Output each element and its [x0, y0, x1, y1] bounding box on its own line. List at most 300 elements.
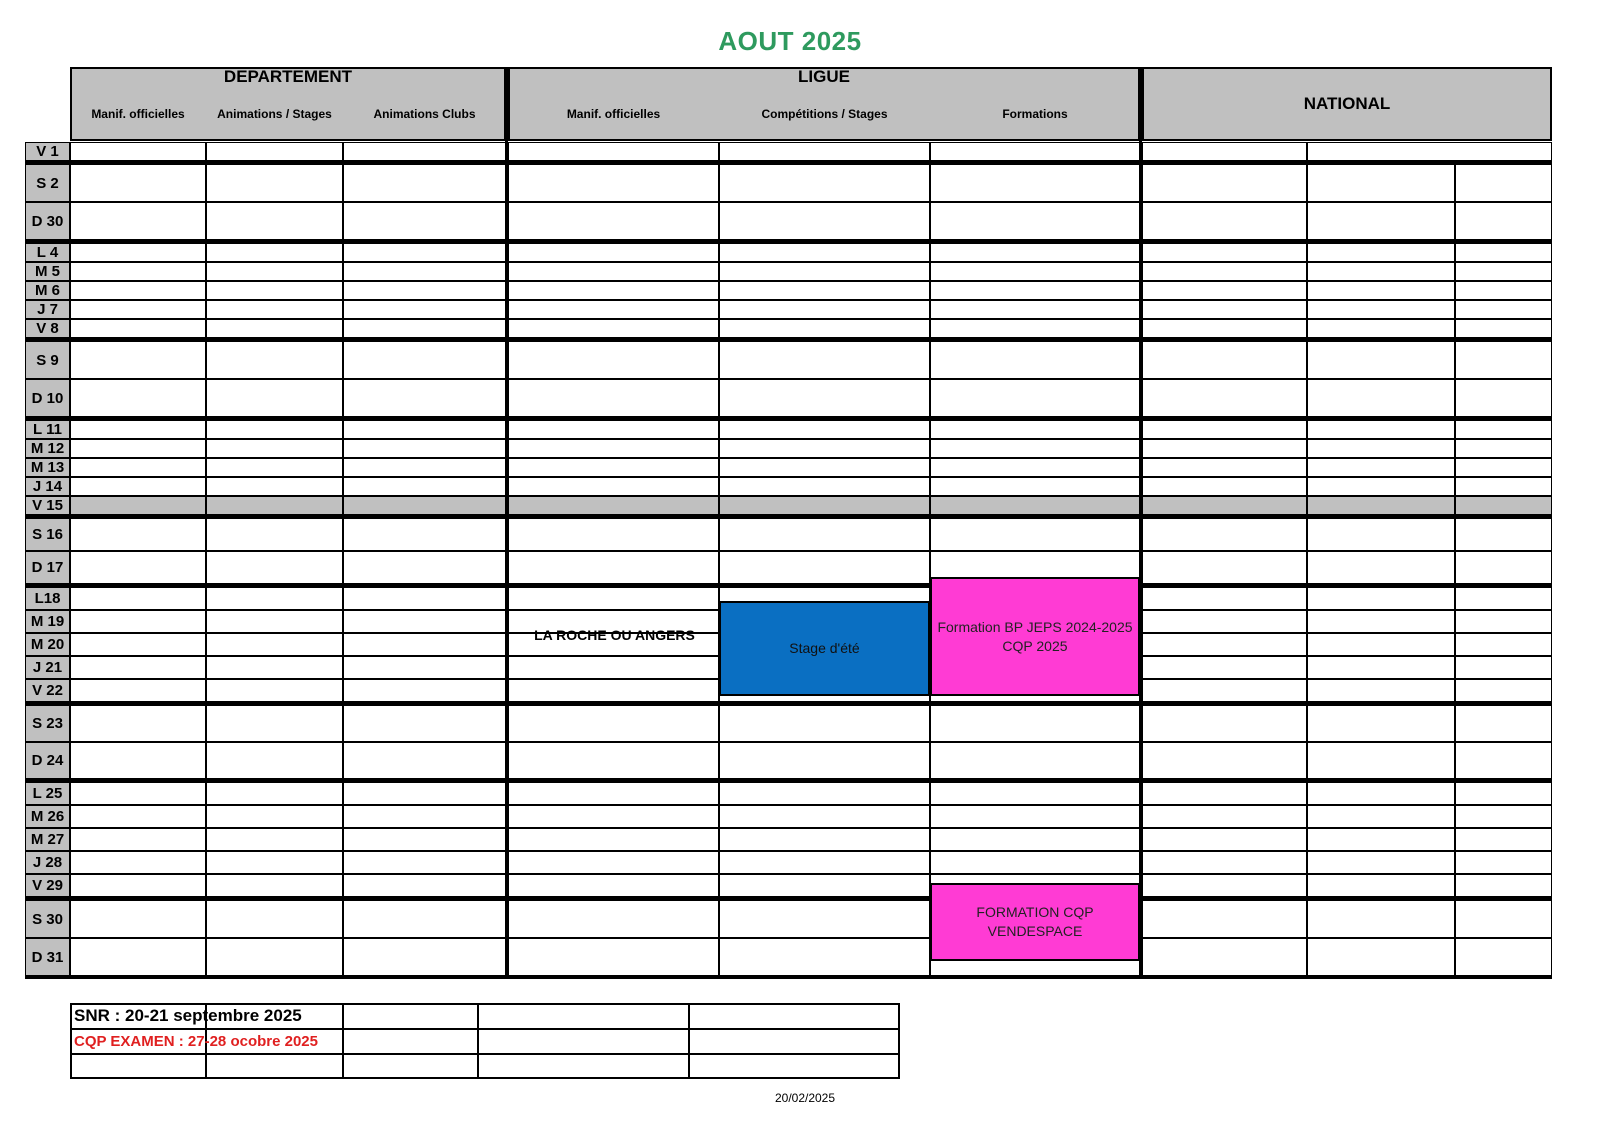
- grid-cell: [1455, 281, 1552, 300]
- grid-cell: [508, 281, 719, 300]
- grid-cell: [719, 874, 930, 897]
- grid-cell: [930, 496, 1140, 515]
- grid-cell: [206, 610, 343, 633]
- grid-cell: [930, 805, 1140, 828]
- grid-cell: [1307, 439, 1455, 458]
- grid-cell: [508, 851, 719, 874]
- grid-cell: [1307, 610, 1455, 633]
- grid-cell: [70, 656, 206, 679]
- grid-cell: [70, 518, 206, 551]
- grid-cell: [1307, 805, 1455, 828]
- grid-cell: [70, 587, 206, 610]
- grid-cell: [719, 142, 930, 161]
- grid-cell: [70, 262, 206, 281]
- grid-cell: [70, 496, 206, 515]
- grid-cell: [1455, 300, 1552, 319]
- grid-cell: [719, 341, 930, 379]
- day-label: V 15: [25, 496, 70, 515]
- grid-cell: [343, 379, 506, 417]
- grid-cell: [343, 300, 506, 319]
- grid-cell: [1455, 518, 1552, 551]
- grid-cell: [70, 742, 206, 779]
- grid-cell: [343, 828, 506, 851]
- grid-cell: [719, 458, 930, 477]
- grid-cell: [508, 874, 719, 897]
- grid-cell: [343, 900, 506, 938]
- grid-cell: [930, 458, 1140, 477]
- section-national: NATIONAL: [1303, 94, 1391, 113]
- grid-cell: [719, 439, 930, 458]
- day-label: L 4: [25, 243, 70, 262]
- grid-cell: [930, 341, 1140, 379]
- day-label: M 26: [25, 805, 70, 828]
- grid-cell: [1455, 633, 1552, 656]
- grid-cell: [343, 281, 506, 300]
- grid-cell: [343, 164, 506, 202]
- grid-cell: [1455, 439, 1552, 458]
- grid-cell: [1307, 587, 1455, 610]
- grid-cell: [930, 782, 1140, 805]
- grid-cell: [930, 705, 1140, 742]
- grid-cell: [508, 828, 719, 851]
- grid-cell: [206, 805, 343, 828]
- grid-cell: [70, 319, 206, 338]
- grid-cell: [1455, 202, 1552, 240]
- grid-cell: [206, 439, 343, 458]
- section-departement: DEPARTEMENT: [223, 67, 353, 86]
- grid-cell: [719, 477, 930, 496]
- grid-cell: [1455, 319, 1552, 338]
- grid-cell: [1307, 705, 1455, 742]
- grid-cell: [508, 496, 719, 515]
- grid-cell: [70, 281, 206, 300]
- formation-bp-line1: Formation BP JEPS 2024-2025: [937, 618, 1133, 635]
- grid-cell: [1455, 458, 1552, 477]
- grid-cell: [343, 587, 506, 610]
- grid-cell: [206, 420, 343, 439]
- grid-cell: [1455, 851, 1552, 874]
- grid-cell: [1307, 938, 1455, 976]
- day-label: D 24: [25, 742, 70, 779]
- grid-cell: [508, 341, 719, 379]
- day-label: M 19: [25, 610, 70, 633]
- grid-cell: [719, 851, 930, 874]
- footer-date: 20/02/2025: [774, 1091, 836, 1105]
- grid-cell: [930, 851, 1140, 874]
- grid-cell: [343, 341, 506, 379]
- grid-cell: [70, 420, 206, 439]
- grid-cell: [206, 851, 343, 874]
- grid-cell: [1307, 656, 1455, 679]
- grid-cell: [1142, 874, 1307, 897]
- grid-cell: [343, 610, 506, 633]
- day-label: M 13: [25, 458, 70, 477]
- grid-cell: [508, 477, 719, 496]
- grid-cell: [1455, 656, 1552, 679]
- grid-cell: [508, 518, 719, 551]
- grid-cell: [719, 705, 930, 742]
- grid-cell: [719, 300, 930, 319]
- grid-cell: [1142, 805, 1307, 828]
- formation-cqp-line1: FORMATION CQP: [976, 904, 1094, 920]
- grid-cell: [206, 341, 343, 379]
- grid-cell: [1142, 518, 1307, 551]
- grid-cell: [343, 458, 506, 477]
- grid-cell: [1307, 300, 1455, 319]
- grid-cell: [930, 420, 1140, 439]
- grid-cell: [70, 610, 206, 633]
- grid-cell: [1142, 900, 1307, 938]
- day-label: V 22: [25, 679, 70, 702]
- grid-cell: [719, 202, 930, 240]
- grid-cell: [719, 518, 930, 551]
- grid-cell: [1142, 262, 1307, 281]
- grid-cell: [206, 742, 343, 779]
- grid-cell: [508, 679, 719, 702]
- grid-cell: [343, 496, 506, 515]
- grid-cell: [343, 805, 506, 828]
- grid-cell: [1142, 633, 1307, 656]
- grid-cell: [1142, 938, 1307, 976]
- grid-cell: [1455, 477, 1552, 496]
- grid-cell: [1455, 874, 1552, 897]
- grid-cell: [343, 518, 506, 551]
- grid-cell: [206, 379, 343, 417]
- day-label: D 31: [25, 938, 70, 976]
- grid-cell: [1142, 742, 1307, 779]
- grid-cell: [719, 782, 930, 805]
- grid-cell: [1142, 851, 1307, 874]
- grid-cell: [719, 420, 930, 439]
- grid-cell: [343, 656, 506, 679]
- grid-cell: [1307, 420, 1455, 439]
- event-manif-ligue: LA ROCHE OU ANGERS: [534, 627, 695, 643]
- grid-cell: [70, 851, 206, 874]
- grid-cell: [206, 828, 343, 851]
- grid-cell: [70, 551, 206, 584]
- grid-cell: [508, 262, 719, 281]
- grid-cell: [930, 142, 1140, 161]
- grid-cell: [1307, 633, 1455, 656]
- grid-cell: [343, 633, 506, 656]
- grid-cell: [70, 243, 206, 262]
- grid-cell: [206, 202, 343, 240]
- grid-cell: [1307, 851, 1455, 874]
- grid-cell: [206, 458, 343, 477]
- grid-cell: [1142, 164, 1307, 202]
- grid-cell: [1307, 281, 1455, 300]
- grid-cell: [508, 420, 719, 439]
- grid-cell: [70, 874, 206, 897]
- grid-cell: [206, 874, 343, 897]
- grid-cell: [930, 828, 1140, 851]
- day-label: M 6: [25, 281, 70, 300]
- day-label: L18: [25, 587, 70, 610]
- event-stage-ete: Stage d'été: [719, 601, 930, 696]
- grid-cell: [1142, 341, 1307, 379]
- grid-cell: [508, 587, 719, 610]
- note-cqp-exam: CQP EXAMEN : 27-28 ocobre 2025: [74, 1033, 318, 1050]
- note-snr: SNR : 20-21 septembre 2025: [74, 1006, 302, 1025]
- grid-cell: [1455, 420, 1552, 439]
- grid-cell: [930, 439, 1140, 458]
- grid-cell: [1307, 243, 1455, 262]
- grid-cell: [719, 319, 930, 338]
- grid-cell: [1307, 782, 1455, 805]
- grid-cell: [508, 938, 719, 976]
- grid-cell: [930, 379, 1140, 417]
- grid-cell: [70, 202, 206, 240]
- grid-cell: [70, 938, 206, 976]
- grid-cell: [1142, 439, 1307, 458]
- grid-cell: [206, 782, 343, 805]
- day-label: L 11: [25, 420, 70, 439]
- grid-cell: [70, 805, 206, 828]
- grid-cell: [206, 319, 343, 338]
- grid-cell: [1455, 587, 1552, 610]
- grid-cell: [1307, 262, 1455, 281]
- grid-cell: [343, 851, 506, 874]
- grid-cell: [508, 439, 719, 458]
- grid-cell: [343, 142, 506, 161]
- grid-cell: [508, 319, 719, 338]
- grid-cell: [1142, 281, 1307, 300]
- grid-cell: [719, 742, 930, 779]
- day-label: D 10: [25, 379, 70, 417]
- grid-cell: [206, 477, 343, 496]
- grid-cell: [719, 243, 930, 262]
- grid-cell: [1455, 496, 1552, 515]
- grid-cell: [719, 551, 930, 584]
- grid-cell: [1455, 551, 1552, 584]
- grid-cell: [1307, 379, 1455, 417]
- grid-cell: [719, 828, 930, 851]
- grid-cell: [508, 900, 719, 938]
- grid-cell: [206, 243, 343, 262]
- grid-cell: [1455, 900, 1552, 938]
- grid-cell: [1455, 782, 1552, 805]
- grid-cell: [1455, 828, 1552, 851]
- grid-cell: [343, 477, 506, 496]
- grid-cell: [206, 281, 343, 300]
- day-label: D 30: [25, 202, 70, 240]
- grid-cell: [1455, 341, 1552, 379]
- grid-cell: [343, 202, 506, 240]
- grid-cell: [930, 300, 1140, 319]
- grid-cell: [930, 202, 1140, 240]
- grid-cell: [206, 900, 343, 938]
- grid-cell: [1455, 705, 1552, 742]
- subheader-ligue-comp: Compétitions / Stages: [761, 107, 888, 121]
- grid-cell: [719, 281, 930, 300]
- day-label: S 9: [25, 341, 70, 379]
- day-label: S 30: [25, 900, 70, 938]
- grid-cell: [1142, 679, 1307, 702]
- grid-cell: [1455, 164, 1552, 202]
- grid-cell: [719, 262, 930, 281]
- event-formation-bp-jeps-text: [937, 618, 1132, 656]
- grid-cell: [930, 281, 1140, 300]
- grid-cell: [206, 705, 343, 742]
- day-label: J 28: [25, 851, 70, 874]
- page-title: AOUT 2025: [718, 26, 862, 56]
- grid-cell: [70, 828, 206, 851]
- grid-cell: [1455, 262, 1552, 281]
- grid-cell: [508, 805, 719, 828]
- grid-cell: [1307, 828, 1455, 851]
- grid-cell: [508, 656, 719, 679]
- grid-cell: [70, 142, 206, 161]
- subheader-ligue-manif: Manif. officielles: [566, 107, 661, 121]
- grid-cell: [1142, 379, 1307, 417]
- grid-cell: [343, 319, 506, 338]
- grid-cell: [70, 705, 206, 742]
- grid-cell: [1455, 243, 1552, 262]
- event-formation-cqp-text: [976, 903, 1093, 941]
- day-label: J 14: [25, 477, 70, 496]
- grid-cell: [719, 805, 930, 828]
- grid-cell: [343, 243, 506, 262]
- grid-cell: [1455, 379, 1552, 417]
- grid-cell: [70, 439, 206, 458]
- grid-cell: [1142, 705, 1307, 742]
- grid-cell: [930, 164, 1140, 202]
- day-label: M 12: [25, 439, 70, 458]
- grid-cell: [930, 518, 1140, 551]
- grid-cell: [206, 496, 343, 515]
- section-ligue: LIGUE: [798, 67, 850, 86]
- subheader-ligue-form: Formations: [1002, 107, 1068, 121]
- event-formation-cqp: [930, 883, 1140, 961]
- grid-cell: [508, 243, 719, 262]
- grid-cell: [206, 656, 343, 679]
- grid-cell: [1307, 742, 1455, 779]
- grid-cell: [1307, 142, 1552, 161]
- grid-cell: [508, 458, 719, 477]
- grid-cell: [719, 496, 930, 515]
- grid-cell: [1142, 243, 1307, 262]
- section-divider: [1139, 67, 1142, 979]
- grid-cell: [1307, 551, 1455, 584]
- grid-cell: [70, 782, 206, 805]
- grid-cell: [1307, 164, 1455, 202]
- grid-cell: [1455, 679, 1552, 702]
- grid-cell: [1142, 551, 1307, 584]
- grid-cell: [343, 679, 506, 702]
- grid-cell: [70, 633, 206, 656]
- grid-cell: [930, 262, 1140, 281]
- day-label: S 2: [25, 164, 70, 202]
- grid-cell: [70, 458, 206, 477]
- grid-cell: [343, 551, 506, 584]
- day-label: J 21: [25, 656, 70, 679]
- grid-cell: [206, 587, 343, 610]
- grid-cell: [930, 477, 1140, 496]
- day-label: M 20: [25, 633, 70, 656]
- grid-cell: [930, 243, 1140, 262]
- grid-cell: [1307, 679, 1455, 702]
- grid-cell: [1307, 319, 1455, 338]
- subheader-dep-anim: Animations / Stages: [217, 107, 332, 121]
- formation-cqp-line2: VENDESPACE: [987, 923, 1083, 939]
- grid-cell: [719, 900, 930, 938]
- day-label: V 1: [25, 142, 70, 161]
- grid-cell: [343, 874, 506, 897]
- grid-cell: [70, 679, 206, 702]
- subheader-dep-clubs: Animations Clubs: [373, 107, 476, 121]
- grid-cell: [1142, 496, 1307, 515]
- grid-cell: [1307, 341, 1455, 379]
- grid-cell: [343, 742, 506, 779]
- grid-cell: [1307, 874, 1455, 897]
- day-label: M 27: [25, 828, 70, 851]
- grid-cell: [206, 938, 343, 976]
- grid-cell: [719, 938, 930, 976]
- grid-cell: [508, 705, 719, 742]
- grid-cell: [70, 341, 206, 379]
- grid-cell: [508, 782, 719, 805]
- grid-cell: [508, 551, 719, 584]
- grid-cell: [1142, 656, 1307, 679]
- day-label: D 17: [25, 551, 70, 584]
- grid-cell: [508, 164, 719, 202]
- grid-cell: [1455, 805, 1552, 828]
- grid-cell: [1455, 610, 1552, 633]
- grid-cell: [343, 938, 506, 976]
- grid-cell: [70, 900, 206, 938]
- grid-cell: [1455, 938, 1552, 976]
- grid-cell: [206, 142, 343, 161]
- grid-cell: [206, 164, 343, 202]
- grid-cell: [70, 379, 206, 417]
- grid-cell: [70, 164, 206, 202]
- section-divider: [505, 67, 508, 979]
- grid-bottom-border: [25, 976, 1552, 979]
- grid-cell: [1142, 300, 1307, 319]
- day-label: S 16: [25, 518, 70, 551]
- grid-cell: [930, 319, 1140, 338]
- grid-cell: [1307, 496, 1455, 515]
- subheader-dep-manif: Manif. officielles: [91, 107, 185, 121]
- grid-cell: [508, 379, 719, 417]
- day-label: J 7: [25, 300, 70, 319]
- grid-cell: [1307, 477, 1455, 496]
- grid-cell: [1142, 782, 1307, 805]
- grid-cell: [1142, 319, 1307, 338]
- calendar-grid: [25, 67, 1552, 987]
- grid-cell: [343, 439, 506, 458]
- grid-cell: [1307, 458, 1455, 477]
- grid-cell: [343, 420, 506, 439]
- grid-cell: [206, 518, 343, 551]
- grid-cell: [206, 262, 343, 281]
- grid-cell: [1142, 828, 1307, 851]
- grid-cell: [508, 202, 719, 240]
- grid-cell: [1455, 742, 1552, 779]
- event-formation-bp-jeps: [930, 577, 1140, 696]
- day-label: L 25: [25, 782, 70, 805]
- grid-cell: [343, 262, 506, 281]
- grid-cell: [719, 379, 930, 417]
- grid-cell: [1307, 202, 1455, 240]
- grid-cell: [1142, 142, 1307, 161]
- grid-cell: [508, 742, 719, 779]
- grid-cell: [1307, 518, 1455, 551]
- notes-table: [70, 1003, 908, 1079]
- day-label: S 23: [25, 705, 70, 742]
- grid-cell: [206, 300, 343, 319]
- day-label: M 5: [25, 262, 70, 281]
